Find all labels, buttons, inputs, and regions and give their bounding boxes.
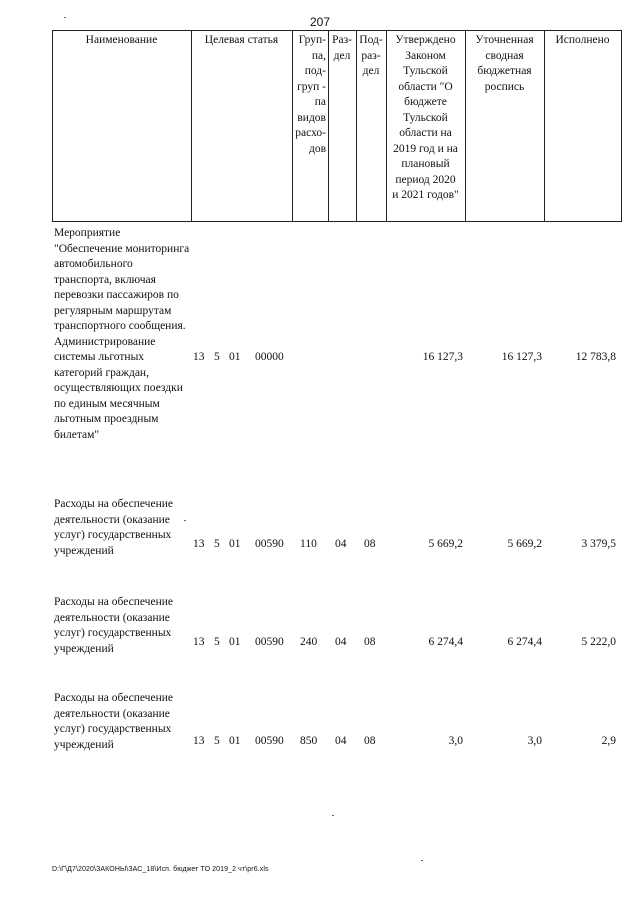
row-name: Расходы на обеспечение деятельности (оказание услуг) государственных учреждений: [54, 692, 173, 751]
target-code-3: 01: [229, 735, 241, 747]
approved-value: 5 669,2: [428, 538, 463, 550]
column-divider: [52, 30, 53, 222]
section-value: 04: [335, 636, 347, 648]
header-approved: Утверждено Законом Тульской области "О бюджете Тульской области на 2019 год и на плановый период 2020 и 2021 годов": [392, 34, 459, 201]
column-divider: [621, 30, 622, 222]
target-code-1: 13: [193, 538, 205, 550]
target-code-2: 5: [214, 538, 220, 550]
group-value: 110: [300, 538, 317, 550]
header-target-article: Целевая статья: [204, 34, 279, 46]
group-value: 850: [300, 735, 318, 747]
executed-value: 12 783,8: [575, 351, 616, 363]
target-code-2: 5: [214, 636, 220, 648]
table-header: [52, 30, 622, 222]
refined-value: 5 669,2: [507, 538, 542, 550]
row-name: Расходы на обеспечение деятельности (оказание услуг) государственных учреждений: [54, 596, 173, 655]
subsection-value: 08: [364, 636, 376, 648]
target-code-1: 13: [193, 351, 205, 363]
column-divider: [191, 30, 192, 222]
subsection-value: 08: [364, 538, 376, 550]
executed-value: 3 379,5: [581, 538, 616, 550]
row-name: Расходы на обеспечение деятельности (оказание услуг) государственных учреждений: [54, 498, 173, 557]
row-name: Мероприятие "Обеспечение мониторинга автомобильного транспорта, включая перевозки пассажиров по регулярным маршрутам транспортного сообщения. Администрирование системы льготных категорий граждан, осуществляющих поездки по единым месячным льготным проездным билетам": [54, 227, 190, 441]
approved-value: 3,0: [448, 735, 463, 747]
header-subsection: Под- раз- дел: [359, 34, 383, 77]
approved-value: 16 127,3: [422, 351, 463, 363]
header-executed: Исполнено: [555, 34, 610, 46]
refined-value: 6 274,4: [507, 636, 542, 648]
header-expense-group: Груп- па, под- груп - па видов расхо- дов: [295, 34, 326, 155]
header-refined: Уточненная сводная бюджетная роспись: [475, 34, 534, 93]
header-top-rule: [52, 30, 622, 31]
target-code-4: 00590: [255, 636, 284, 648]
refined-value: 3,0: [527, 735, 542, 747]
subsection-value: 08: [364, 735, 376, 747]
scan-speck: [332, 815, 334, 816]
refined-value: 16 127,3: [501, 351, 542, 363]
page-number: 207: [309, 15, 331, 29]
executed-value: 5 222,0: [581, 636, 616, 648]
target-code-4: 00000: [255, 351, 284, 363]
group-value: 240: [300, 636, 318, 648]
target-code-2: 5: [214, 351, 220, 363]
target-code-1: 13: [193, 636, 205, 648]
scan-speck: [184, 520, 186, 521]
approved-value: 6 274,4: [428, 636, 463, 648]
column-divider: [544, 30, 545, 222]
header-name: Наименование: [85, 34, 158, 46]
scan-speck: [421, 860, 423, 861]
target-code-2: 5: [214, 735, 220, 747]
section-value: 04: [335, 538, 347, 550]
scan-speck: [64, 17, 66, 18]
file-path-footer: D:\Г\Д7\2020\ЗАКОНЫ\ЗАС_18\Исп. бюджет ТО 2019_2 чт\pr6.xls: [52, 866, 269, 873]
target-code-4: 00590: [255, 538, 284, 550]
target-code-3: 01: [229, 351, 241, 363]
executed-value: 2,9: [601, 735, 616, 747]
header-bottom-rule: [52, 221, 622, 222]
target-code-4: 00590: [255, 735, 284, 747]
section-value: 04: [335, 735, 347, 747]
target-code-3: 01: [229, 636, 241, 648]
target-code-3: 01: [229, 538, 241, 550]
header-section: Раз- дел: [332, 34, 352, 62]
target-code-1: 13: [193, 735, 205, 747]
